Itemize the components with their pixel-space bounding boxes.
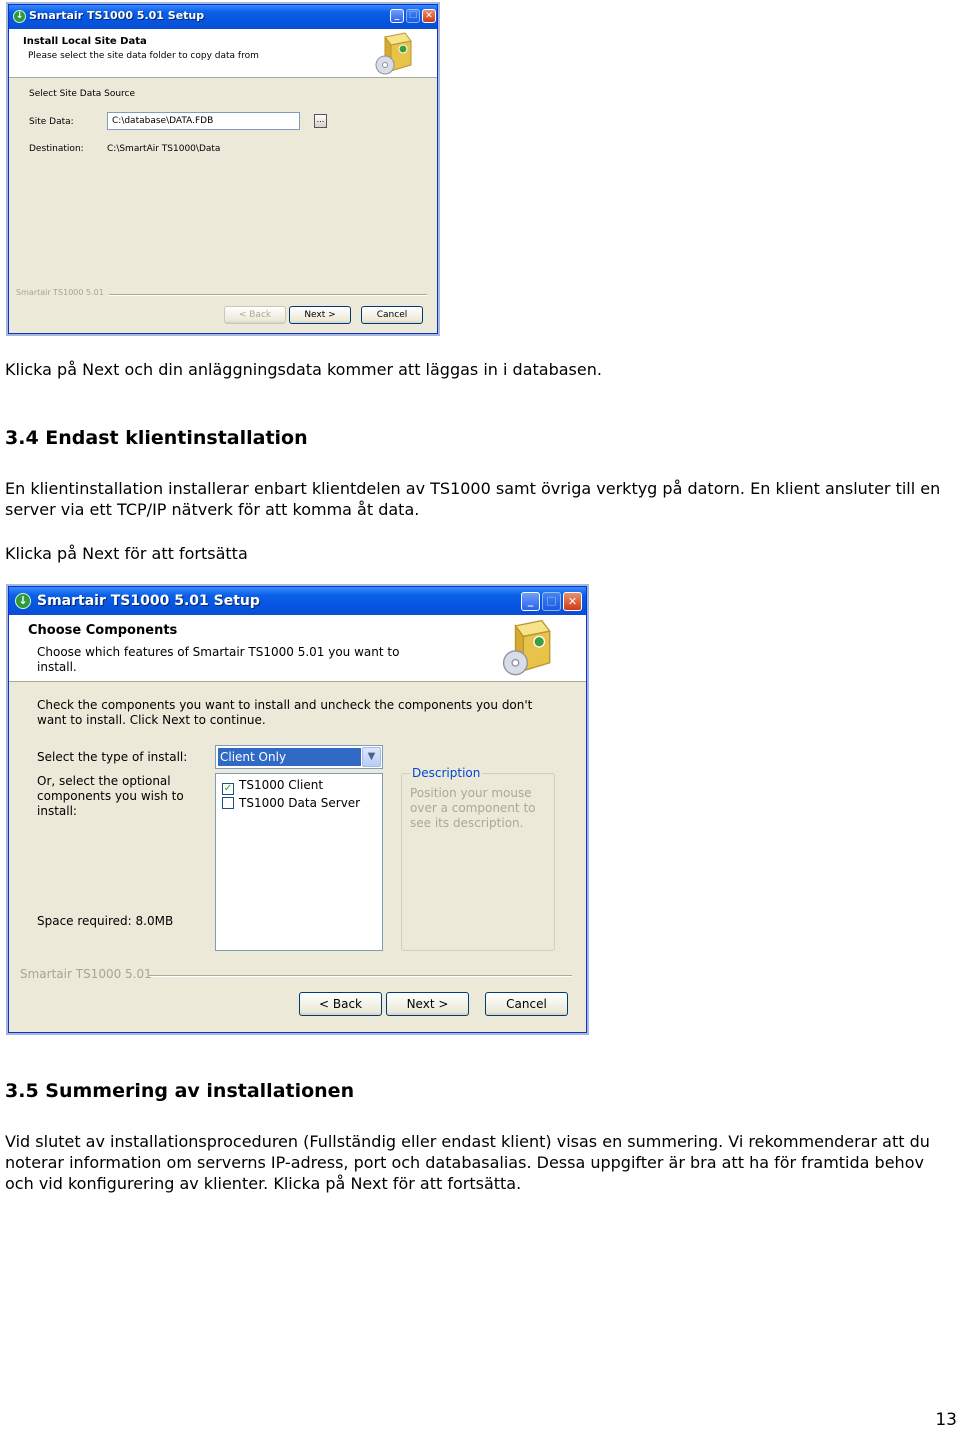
maximize-button[interactable]: □ <box>542 592 561 611</box>
paragraph-client-installation: En klientinstallation installerar enbart klientdelen av TS1000 samt övriga verktyg på datorn. En klient ansluter till en server via ett TCP/IP nätverk för att komma åt data. <box>5 479 941 519</box>
title-bar[interactable] <box>9 5 437 29</box>
installer-box-icon <box>371 31 415 75</box>
component-label: TS1000 Client <box>239 778 324 792</box>
heading-client-installation: 3.4 Endast klientinstallation <box>5 427 308 449</box>
header-subtitle: Please select the site data folder to copy data from <box>28 51 259 61</box>
optional-components-label: Or, select the optional components you wish to install: <box>37 774 184 818</box>
page-number: 13 <box>935 1410 957 1430</box>
next-button[interactable] <box>386 992 469 1016</box>
install-local-site-data-window <box>8 4 438 334</box>
cancel-button[interactable] <box>361 306 423 324</box>
close-button[interactable]: ✕ <box>422 9 436 23</box>
brand-label: Smartair TS1000 5.01 <box>16 288 104 297</box>
setup-icon: ↓ <box>15 593 31 609</box>
space-required: Space required: 8.0MB <box>37 914 174 928</box>
section-label: Select Site Data Source <box>29 89 136 99</box>
header-title: Choose Components <box>28 623 178 638</box>
header-subtitle: Choose which features of Smartair TS1000 5.01 you want to install. <box>37 645 400 674</box>
site-data-input[interactable]: C:\database\DATA.FDB <box>107 112 300 130</box>
back-button-label: < Back <box>318 997 362 1011</box>
next-button-label: Next > <box>304 310 336 320</box>
window-title: Smartair TS1000 5.01 Setup <box>29 9 205 22</box>
cancel-button[interactable] <box>485 992 568 1016</box>
paragraph-next-site-data: Klicka på Next och din anläggningsdata kommer att läggas in i databasen. <box>5 360 602 379</box>
close-button[interactable]: ✕ <box>563 592 582 611</box>
paragraph-installation-summary: Vid slutet av installationsproceduren (Fullständig eller endast klient) visas en summering. Vi rekommenderar att du noterar information om serverns IP-adress, port och databasalias. Dessa uppgifter är bra att ha för framtida behov och vid konfigurering av klienter. Klicka på Next för att fortsätta. <box>5 1132 930 1193</box>
brand-divider <box>109 294 427 296</box>
brand-label: Smartair TS1000 5.01 <box>20 967 152 981</box>
wizard-header <box>9 29 437 78</box>
next-button[interactable] <box>289 306 351 324</box>
back-button-label: < Back <box>238 310 272 320</box>
install-type-label: Select the type of install: <box>37 750 188 764</box>
back-button[interactable] <box>299 992 382 1016</box>
component-data-server[interactable] <box>222 796 360 810</box>
cancel-button-label: Cancel <box>376 310 408 320</box>
destination-value: C:\SmartAir TS1000\Data <box>107 144 221 154</box>
minimize-button[interactable]: _ <box>390 9 404 23</box>
site-data-label: Site Data: <box>29 117 74 127</box>
maximize-button[interactable]: □ <box>406 9 420 23</box>
back-button[interactable] <box>224 306 286 324</box>
brand-divider <box>149 975 572 977</box>
title-bar[interactable] <box>9 587 586 615</box>
header-title: Install Local Site Data <box>23 36 147 47</box>
checkbox-unchecked-icon[interactable] <box>222 797 234 809</box>
wizard-header <box>9 615 586 682</box>
description-text: Position your mouse over a component to see its description. <box>410 786 536 830</box>
chevron-down-icon[interactable]: ▼ <box>362 747 381 767</box>
paragraph-click-next: Klicka på Next för att fortsätta <box>5 544 248 563</box>
instructions-text: Check the components you want to install and uncheck the components you don't want to install. Click Next to continue. <box>37 698 533 727</box>
install-type-value: Client Only <box>218 748 361 766</box>
minimize-button[interactable]: _ <box>521 592 540 611</box>
next-button-label: Next > <box>406 997 449 1011</box>
window-title: Smartair TS1000 5.01 Setup <box>37 593 260 609</box>
component-client[interactable] <box>222 778 323 795</box>
install-type-select[interactable] <box>215 745 383 769</box>
components-list[interactable] <box>215 773 383 951</box>
choose-components-window <box>8 586 587 1033</box>
installer-box-icon <box>497 618 555 676</box>
description-group <box>401 766 555 951</box>
checkbox-checked-icon[interactable]: ✓ <box>223 783 233 794</box>
heading-installation-summary: 3.5 Summering av installationen <box>5 1080 355 1102</box>
setup-icon: ↓ <box>13 10 26 23</box>
browse-button[interactable]: ... <box>314 114 327 128</box>
description-title: Description <box>412 766 481 780</box>
destination-label: Destination: <box>29 144 84 154</box>
cancel-button-label: Cancel <box>506 997 547 1011</box>
component-label: TS1000 Data Server <box>239 796 361 810</box>
